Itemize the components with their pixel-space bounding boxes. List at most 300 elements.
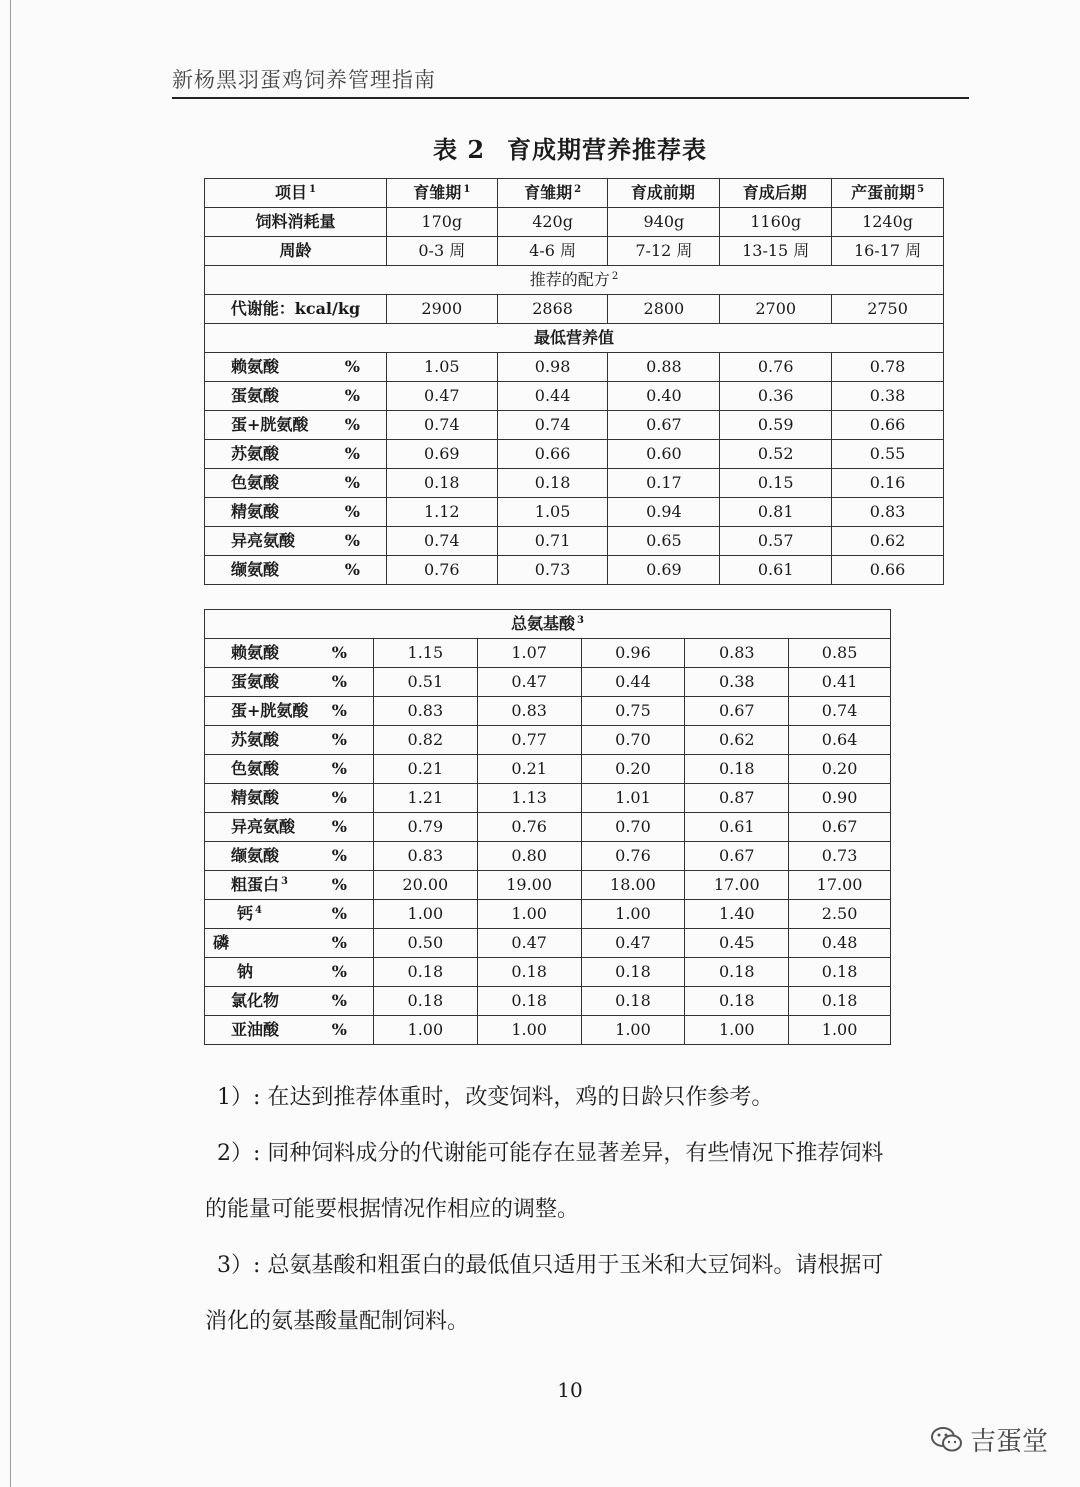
value-cell: 0.67 bbox=[685, 842, 789, 871]
nutrient-row bbox=[205, 440, 944, 469]
value-cell: 0.90 bbox=[789, 784, 891, 813]
value-cell: 7-12 周 bbox=[608, 237, 720, 266]
value-cell: 0.81 bbox=[720, 498, 832, 527]
value-cell: 0.66 bbox=[497, 440, 608, 469]
nutrient-name: 色氨酸 bbox=[231, 759, 280, 778]
nutrient-row bbox=[205, 842, 891, 871]
nutrient-row bbox=[205, 411, 944, 440]
value-cell: 0.60 bbox=[608, 440, 720, 469]
value-cell: 0.15 bbox=[720, 469, 832, 498]
value-cell: 0.61 bbox=[720, 556, 832, 585]
value-cell: 2750 bbox=[832, 295, 944, 324]
nutrient-name-box bbox=[231, 842, 373, 870]
value-cell: 0.83 bbox=[832, 498, 944, 527]
nutrient-name-cell bbox=[205, 871, 374, 900]
nutrient-row bbox=[205, 697, 891, 726]
watermark bbox=[930, 1421, 1048, 1458]
value-cell: 170g bbox=[386, 208, 497, 237]
value-cell: 0.96 bbox=[581, 639, 685, 668]
nutrient-row bbox=[205, 668, 891, 697]
nutrient-name: 赖氨酸 bbox=[231, 643, 280, 662]
value-cell: 0.21 bbox=[373, 755, 477, 784]
nutrient-unit: % bbox=[344, 531, 360, 550]
value-cell: 0.75 bbox=[581, 697, 685, 726]
header-stage-cell bbox=[386, 179, 497, 208]
value-cell: 0.70 bbox=[581, 726, 685, 755]
value-cell: 0.18 bbox=[373, 958, 477, 987]
nutrient-row bbox=[205, 469, 944, 498]
page-edge-line bbox=[10, 0, 11, 1487]
value-cell: 0.36 bbox=[720, 382, 832, 411]
nutrient-name: 蛋氨酸 bbox=[231, 386, 280, 405]
nutrient-name-cell bbox=[205, 639, 374, 668]
nutrient-name-group bbox=[231, 556, 279, 584]
value-cell: 0.61 bbox=[685, 813, 789, 842]
nutrient-name-box bbox=[231, 498, 386, 526]
nutrient-name-cell bbox=[205, 527, 387, 556]
nutrient-name-group bbox=[231, 440, 279, 468]
value-cell: 0.57 bbox=[720, 527, 832, 556]
value-cell: 0.87 bbox=[685, 784, 789, 813]
value-cell: 0.83 bbox=[373, 697, 477, 726]
nutrient-row bbox=[205, 813, 891, 842]
nutrient-row bbox=[205, 958, 891, 987]
value-cell: 1.01 bbox=[581, 784, 685, 813]
nutrient-unit: % bbox=[331, 643, 347, 662]
total-aa-section-cell bbox=[205, 610, 891, 639]
value-cell: 0.48 bbox=[789, 929, 891, 958]
value-cell: 0.73 bbox=[789, 842, 891, 871]
nutrient-name-cell bbox=[205, 382, 387, 411]
formula-section-row bbox=[205, 266, 944, 295]
total-aa-section-row bbox=[205, 610, 891, 639]
value-cell: 1.00 bbox=[477, 1016, 581, 1045]
value-cell: 0.83 bbox=[685, 639, 789, 668]
value-cell: 1.05 bbox=[386, 353, 497, 382]
nutrient-name-box bbox=[231, 1016, 373, 1044]
table-title bbox=[0, 130, 1080, 165]
nutrition-table-part1 bbox=[204, 178, 944, 585]
nutrient-name-cell bbox=[205, 900, 374, 929]
nutrient-name: 蛋+胱氨酸 bbox=[231, 701, 309, 720]
nutrition-table-part2 bbox=[204, 609, 891, 1045]
value-cell: 0.44 bbox=[497, 382, 608, 411]
value-cell: 0.98 bbox=[497, 353, 608, 382]
value-cell: 0.52 bbox=[720, 440, 832, 469]
footnote-2-cont: 的能量可能要根据情况作相应的调整。 bbox=[205, 1197, 580, 1222]
header-stage-cell bbox=[497, 179, 608, 208]
nutrient-name: 氯化物 bbox=[231, 991, 280, 1010]
value-cell: 1.00 bbox=[581, 900, 685, 929]
value-cell: 1.15 bbox=[373, 639, 477, 668]
value-cell: 0.79 bbox=[373, 813, 477, 842]
value-cell: 0.67 bbox=[789, 813, 891, 842]
nutrient-name-cell bbox=[205, 755, 374, 784]
nutrient-name-cell bbox=[205, 440, 387, 469]
nutrient-name-box bbox=[231, 382, 386, 410]
wechat-icon bbox=[930, 1425, 964, 1455]
formula-section-cell bbox=[205, 266, 944, 295]
value-cell: 0.18 bbox=[685, 958, 789, 987]
nutrient-unit: % bbox=[331, 701, 347, 720]
nutrient-name-box bbox=[231, 469, 386, 497]
value-cell: 0.66 bbox=[832, 411, 944, 440]
footnotes bbox=[205, 1070, 975, 1350]
value-cell: 1240g bbox=[832, 208, 944, 237]
nutrient-unit: % bbox=[331, 846, 347, 865]
nutrient-unit: % bbox=[331, 817, 347, 836]
min-section-row bbox=[205, 324, 944, 353]
header-stage-cell bbox=[720, 179, 832, 208]
nutrient-name-group bbox=[231, 668, 281, 696]
nutrient-name-group bbox=[231, 411, 308, 439]
value-cell: 0.38 bbox=[685, 668, 789, 697]
value-cell: 0.47 bbox=[477, 929, 581, 958]
feed-consumption-row-label: 饲料消耗量 bbox=[205, 208, 387, 237]
nutrient-row bbox=[205, 784, 891, 813]
nutrient-name-cell bbox=[205, 813, 374, 842]
nutrient-name: 精氨酸 bbox=[231, 788, 280, 807]
value-cell: 0.18 bbox=[789, 958, 891, 987]
value-cell: 0.76 bbox=[581, 842, 685, 871]
nutrient-name: 蛋氨酸 bbox=[231, 672, 280, 691]
nutrient-name: 缬氨酸 bbox=[231, 846, 280, 865]
total-aa-section-label: 总氨基酸 bbox=[511, 614, 576, 633]
value-cell: 19.00 bbox=[477, 871, 581, 900]
superscript: 5 bbox=[917, 183, 925, 195]
value-cell: 13-15 周 bbox=[720, 237, 832, 266]
value-cell: 1.00 bbox=[581, 1016, 685, 1045]
value-cell: 0.18 bbox=[477, 987, 581, 1016]
nutrient-name-box bbox=[231, 668, 373, 696]
nutrient-name-group bbox=[231, 1016, 281, 1044]
nutrient-name-group bbox=[231, 755, 281, 783]
header-stage-label: 育雏期 bbox=[524, 183, 573, 202]
nutrient-name-cell bbox=[205, 987, 374, 1016]
nutrient-name-cell bbox=[205, 411, 387, 440]
formula-section-label: 推荐的配方 bbox=[529, 270, 610, 289]
nutrient-name: 精氨酸 bbox=[231, 502, 280, 521]
nutrient-name: 苏氨酸 bbox=[231, 730, 280, 749]
nutrient-name-box bbox=[231, 639, 373, 667]
nutrient-name-box bbox=[231, 871, 373, 899]
value-cell: 0.74 bbox=[386, 411, 497, 440]
nutrient-unit: % bbox=[331, 1020, 347, 1039]
value-cell: 1.40 bbox=[685, 900, 789, 929]
value-cell: 0.62 bbox=[832, 527, 944, 556]
nutrient-unit: % bbox=[344, 357, 360, 376]
value-cell: 1.00 bbox=[373, 900, 477, 929]
nutrient-row bbox=[205, 1016, 891, 1045]
nutrient-row bbox=[205, 382, 944, 411]
value-cell: 1.00 bbox=[373, 1016, 477, 1045]
nutrient-row bbox=[205, 726, 891, 755]
value-cell: 0.83 bbox=[477, 697, 581, 726]
value-cell: 0.85 bbox=[789, 639, 891, 668]
value-cell: 0.18 bbox=[789, 987, 891, 1016]
nutrient-name: 磷 bbox=[213, 933, 230, 952]
footnote-3: 3）: 总氨基酸和粗蛋白的最低值只适用于玉米和大豆饲料。请根据可 bbox=[217, 1253, 884, 1278]
nutrient-unit: % bbox=[331, 904, 347, 923]
nutrient-name: 苏氨酸 bbox=[231, 444, 280, 463]
value-cell: 0.74 bbox=[386, 527, 497, 556]
nutrient-name-group bbox=[231, 784, 281, 812]
superscript: 1 bbox=[463, 183, 471, 195]
nutrient-name-group bbox=[231, 813, 297, 841]
value-cell: 0.18 bbox=[581, 958, 685, 987]
value-cell: 0.65 bbox=[608, 527, 720, 556]
value-cell: 0.66 bbox=[832, 556, 944, 585]
nutrient-name-group bbox=[231, 527, 295, 555]
footnote-3-cont: 消化的氨基酸量配制饲料。 bbox=[205, 1309, 470, 1334]
value-cell: 1.13 bbox=[477, 784, 581, 813]
nutrient-name: 钙 bbox=[237, 904, 254, 923]
value-cell: 0.47 bbox=[386, 382, 497, 411]
nutrient-row bbox=[205, 987, 891, 1016]
superscript: 4 bbox=[255, 904, 262, 916]
value-cell: 1.07 bbox=[477, 639, 581, 668]
nutrient-name-box bbox=[231, 411, 386, 439]
nutrient-name-box bbox=[231, 755, 373, 783]
nutrient-name-group bbox=[231, 726, 281, 754]
nutrient-name-cell bbox=[205, 842, 374, 871]
value-cell: 18.00 bbox=[581, 871, 685, 900]
watermark-text: 吉蛋堂 bbox=[970, 1427, 1049, 1457]
min-section-cell: 最低营养值 bbox=[205, 324, 944, 353]
nutrient-unit: % bbox=[344, 415, 360, 434]
value-cell: 0.67 bbox=[608, 411, 720, 440]
value-cell: 0.18 bbox=[497, 469, 608, 498]
nutrient-name: 蛋+胱氨酸 bbox=[231, 415, 309, 434]
nutrient-name-cell bbox=[205, 1016, 374, 1045]
nutrient-name-group bbox=[237, 900, 262, 928]
nutrient-name-box bbox=[231, 726, 373, 754]
nutrient-name-box bbox=[213, 929, 373, 957]
value-cell: 940g bbox=[608, 208, 720, 237]
superscript: 3 bbox=[281, 875, 288, 887]
nutrient-name-group bbox=[231, 498, 279, 526]
nutrient-row bbox=[205, 900, 891, 929]
feed-consumption-row bbox=[205, 208, 944, 237]
value-cell: 0.76 bbox=[720, 353, 832, 382]
header-item-label: 项目 bbox=[274, 183, 307, 202]
nutrient-name-box bbox=[231, 813, 373, 841]
header-rule bbox=[172, 97, 969, 99]
nutrient-unit: % bbox=[331, 759, 347, 778]
value-cell: 0.18 bbox=[477, 958, 581, 987]
header-stage-label: 育成后期 bbox=[742, 183, 807, 202]
nutrient-unit: % bbox=[331, 788, 347, 807]
value-cell: 0.40 bbox=[608, 382, 720, 411]
energy-row bbox=[205, 295, 944, 324]
value-cell: 17.00 bbox=[789, 871, 891, 900]
value-cell: 420g bbox=[497, 208, 608, 237]
value-cell: 1.21 bbox=[373, 784, 477, 813]
value-cell: 1160g bbox=[720, 208, 832, 237]
header-item-cell bbox=[205, 179, 387, 208]
value-cell: 0.18 bbox=[685, 987, 789, 1016]
footnote-1: 1）: 在达到推荐体重时，改变饲料，鸡的日龄只作参考。 bbox=[217, 1085, 774, 1110]
value-cell: 1.12 bbox=[386, 498, 497, 527]
value-cell: 0.69 bbox=[386, 440, 497, 469]
nutrient-name: 粗蛋白 bbox=[231, 875, 280, 894]
nutrient-name-group bbox=[213, 929, 231, 957]
nutrient-unit: % bbox=[344, 502, 360, 521]
value-cell: 20.00 bbox=[373, 871, 477, 900]
nutrient-unit: % bbox=[344, 473, 360, 492]
nutrient-name: 缬氨酸 bbox=[231, 560, 280, 579]
superscript: 2 bbox=[611, 270, 619, 282]
header-stage-label: 产蛋前期 bbox=[851, 183, 916, 202]
value-cell: 17.00 bbox=[685, 871, 789, 900]
value-cell: 2800 bbox=[608, 295, 720, 324]
value-cell: 0.55 bbox=[832, 440, 944, 469]
nutrient-name-cell bbox=[205, 784, 374, 813]
value-cell: 1.00 bbox=[789, 1016, 891, 1045]
value-cell: 0.70 bbox=[581, 813, 685, 842]
age-weeks-row bbox=[205, 237, 944, 266]
value-cell: 0.80 bbox=[477, 842, 581, 871]
running-header: 新杨黑羽蛋鸡饲养管理指南 bbox=[172, 68, 436, 92]
value-cell: 1.00 bbox=[477, 900, 581, 929]
nutrient-name-cell bbox=[205, 353, 387, 382]
header-stage-cell bbox=[832, 179, 944, 208]
value-cell: 0.41 bbox=[789, 668, 891, 697]
value-cell: 2868 bbox=[497, 295, 608, 324]
value-cell: 0.69 bbox=[608, 556, 720, 585]
nutrient-name-group bbox=[231, 639, 281, 667]
nutrient-unit: % bbox=[344, 560, 360, 579]
value-cell: 0.45 bbox=[685, 929, 789, 958]
nutrient-name-cell bbox=[205, 668, 374, 697]
header-stage-label: 育成前期 bbox=[630, 183, 695, 202]
value-cell: 0.50 bbox=[373, 929, 477, 958]
value-cell: 0.17 bbox=[608, 469, 720, 498]
superscript: 1 bbox=[308, 183, 316, 195]
value-cell: 0.67 bbox=[685, 697, 789, 726]
value-cell: 2.50 bbox=[789, 900, 891, 929]
nutrient-unit: % bbox=[331, 672, 347, 691]
nutrient-name-box bbox=[231, 697, 373, 725]
value-cell: 0.82 bbox=[373, 726, 477, 755]
page-number: 10 bbox=[557, 1378, 583, 1402]
nutrient-row bbox=[205, 755, 891, 784]
age-weeks-row-label: 周龄 bbox=[205, 237, 387, 266]
value-cell: 0.59 bbox=[720, 411, 832, 440]
nutrient-row bbox=[205, 639, 891, 668]
nutrient-row bbox=[205, 498, 944, 527]
table-number: 表 2 bbox=[432, 135, 486, 164]
value-cell: 2900 bbox=[386, 295, 497, 324]
value-cell: 16-17 周 bbox=[832, 237, 944, 266]
nutrient-unit: % bbox=[344, 444, 360, 463]
nutrient-name: 异亮氨酸 bbox=[231, 531, 296, 550]
nutrient-name: 钠 bbox=[237, 962, 254, 981]
nutrient-name-group bbox=[231, 469, 279, 497]
nutrient-name: 色氨酸 bbox=[231, 473, 280, 492]
value-cell: 0.88 bbox=[608, 353, 720, 382]
nutrient-unit: % bbox=[331, 730, 347, 749]
nutrient-name-cell bbox=[205, 556, 387, 585]
nutrient-unit: % bbox=[331, 933, 347, 952]
nutrient-name-group bbox=[231, 353, 279, 381]
header-row bbox=[205, 179, 944, 208]
value-cell: 1.00 bbox=[685, 1016, 789, 1045]
nutrient-unit: % bbox=[331, 875, 347, 894]
nutrient-name-box bbox=[231, 440, 386, 468]
nutrient-row bbox=[205, 556, 944, 585]
value-cell: 0.71 bbox=[497, 527, 608, 556]
nutrient-name-cell bbox=[205, 697, 374, 726]
energy-row-label: 代谢能：kcal/kg bbox=[205, 295, 387, 324]
value-cell: 0.20 bbox=[789, 755, 891, 784]
value-cell: 0.18 bbox=[685, 755, 789, 784]
nutrient-name-box bbox=[231, 987, 373, 1015]
superscript: 2 bbox=[574, 183, 582, 195]
nutrient-name-group bbox=[231, 987, 281, 1015]
value-cell: 0.20 bbox=[581, 755, 685, 784]
value-cell: 1.05 bbox=[497, 498, 608, 527]
footnote-2: 2）: 同种饲料成分的代谢能可能存在显著差异，有些情况下推荐饲料 bbox=[217, 1141, 884, 1166]
value-cell: 0.74 bbox=[789, 697, 891, 726]
nutrient-name-cell bbox=[205, 929, 374, 958]
value-cell: 0.44 bbox=[581, 668, 685, 697]
value-cell: 0.94 bbox=[608, 498, 720, 527]
nutrient-name-group bbox=[231, 842, 281, 870]
value-cell: 0.76 bbox=[477, 813, 581, 842]
nutrient-name: 赖氨酸 bbox=[231, 357, 280, 376]
nutrient-name-cell bbox=[205, 726, 374, 755]
nutrient-name-cell bbox=[205, 958, 374, 987]
value-cell: 4-6 周 bbox=[497, 237, 608, 266]
value-cell: 0.21 bbox=[477, 755, 581, 784]
nutrient-row bbox=[205, 353, 944, 382]
nutrient-row bbox=[205, 527, 944, 556]
nutrient-name-box bbox=[231, 556, 386, 584]
table-caption: 育成期营养推荐表 bbox=[507, 135, 708, 164]
nutrient-name-box bbox=[231, 527, 386, 555]
value-cell: 0.18 bbox=[386, 469, 497, 498]
nutrient-unit: % bbox=[344, 386, 360, 405]
value-cell: 0.83 bbox=[373, 842, 477, 871]
value-cell: 2700 bbox=[720, 295, 832, 324]
nutrient-row bbox=[205, 871, 891, 900]
nutrient-name-group bbox=[231, 697, 310, 725]
value-cell: 0.38 bbox=[832, 382, 944, 411]
nutrient-name-group bbox=[231, 382, 279, 410]
value-cell: 0.74 bbox=[497, 411, 608, 440]
value-cell: 0.16 bbox=[832, 469, 944, 498]
value-cell: 0.51 bbox=[373, 668, 477, 697]
value-cell: 0.64 bbox=[789, 726, 891, 755]
value-cell: 0.18 bbox=[373, 987, 477, 1016]
nutrient-name-box bbox=[231, 784, 373, 812]
value-cell: 0.77 bbox=[477, 726, 581, 755]
header-stage-cell bbox=[608, 179, 720, 208]
nutrient-name-cell bbox=[205, 469, 387, 498]
nutrient-name-cell bbox=[205, 498, 387, 527]
nutrient-unit: % bbox=[331, 991, 347, 1010]
nutrient-name-group bbox=[231, 871, 288, 899]
nutrient-name-box bbox=[237, 900, 373, 928]
header-stage-label: 育雏期 bbox=[413, 183, 462, 202]
value-cell: 0.47 bbox=[477, 668, 581, 697]
nutrient-name-box bbox=[237, 958, 373, 986]
superscript: 3 bbox=[577, 614, 584, 626]
nutrient-name-box bbox=[231, 353, 386, 381]
value-cell: 0.76 bbox=[386, 556, 497, 585]
value-cell: 0.18 bbox=[581, 987, 685, 1016]
